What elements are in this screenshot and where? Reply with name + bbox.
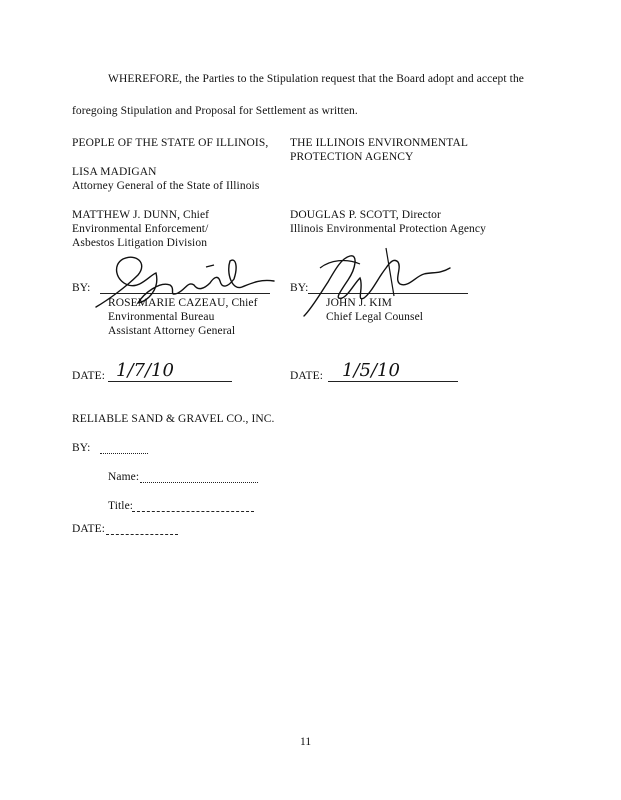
ag-name: LISA MADIGAN xyxy=(72,166,157,178)
company-by-line xyxy=(100,453,148,454)
left-date-label: DATE: xyxy=(72,370,106,382)
left-signer-name: ROSEMARIE CAZEAU, Chief xyxy=(108,297,258,309)
right-by-label: BY: xyxy=(290,282,309,294)
company-date-line xyxy=(106,534,178,535)
company-title-label: Title: xyxy=(108,500,134,512)
right-date-label: DATE: xyxy=(290,370,324,382)
chief-title-2: Asbestos Litigation Division xyxy=(72,237,208,249)
left-party: PEOPLE OF THE STATE OF ILLINOIS, xyxy=(72,137,269,149)
company-name-line xyxy=(140,482,258,483)
chief-title-1: Environmental Enforcement/ xyxy=(72,223,209,235)
right-party-2: PROTECTION AGENCY xyxy=(290,151,414,163)
right-signer-title: Chief Legal Counsel xyxy=(326,311,424,323)
paragraph-line-1: WHEREFORE, the Parties to the Stipulation request that the Board adopt and accept the xyxy=(108,73,525,85)
left-signer-title-2: Assistant Attorney General xyxy=(108,325,236,337)
right-date-value: 1/5/10 xyxy=(342,360,400,381)
company-by-label: BY: xyxy=(72,442,91,454)
left-by-label: BY: xyxy=(72,282,91,294)
company-name: RELIABLE SAND & GRAVEL CO., INC. xyxy=(72,413,275,425)
right-signer-name: JOHN J. KIM xyxy=(326,297,392,309)
page-number: 11 xyxy=(300,736,312,748)
right-date-line xyxy=(328,381,458,382)
chief-name: MATTHEW J. DUNN, Chief xyxy=(72,209,210,221)
company-title-line xyxy=(132,511,254,512)
left-signer-title-1: Environmental Bureau xyxy=(108,311,215,323)
left-date-line xyxy=(108,381,232,382)
director-title: Illinois Environmental Protection Agency xyxy=(290,223,486,235)
company-name-label: Name: xyxy=(108,471,140,483)
paragraph-line-2: foregoing Stipulation and Proposal for Settlement as written. xyxy=(72,105,358,117)
director-name: DOUGLAS P. SCOTT, Director xyxy=(290,209,441,221)
right-party-1: THE ILLINOIS ENVIRONMENTAL xyxy=(290,137,468,149)
left-date-value: 1/7/10 xyxy=(116,360,174,381)
ag-title: Attorney General of the State of Illinois xyxy=(72,180,260,192)
company-date-label: DATE: xyxy=(72,523,106,535)
